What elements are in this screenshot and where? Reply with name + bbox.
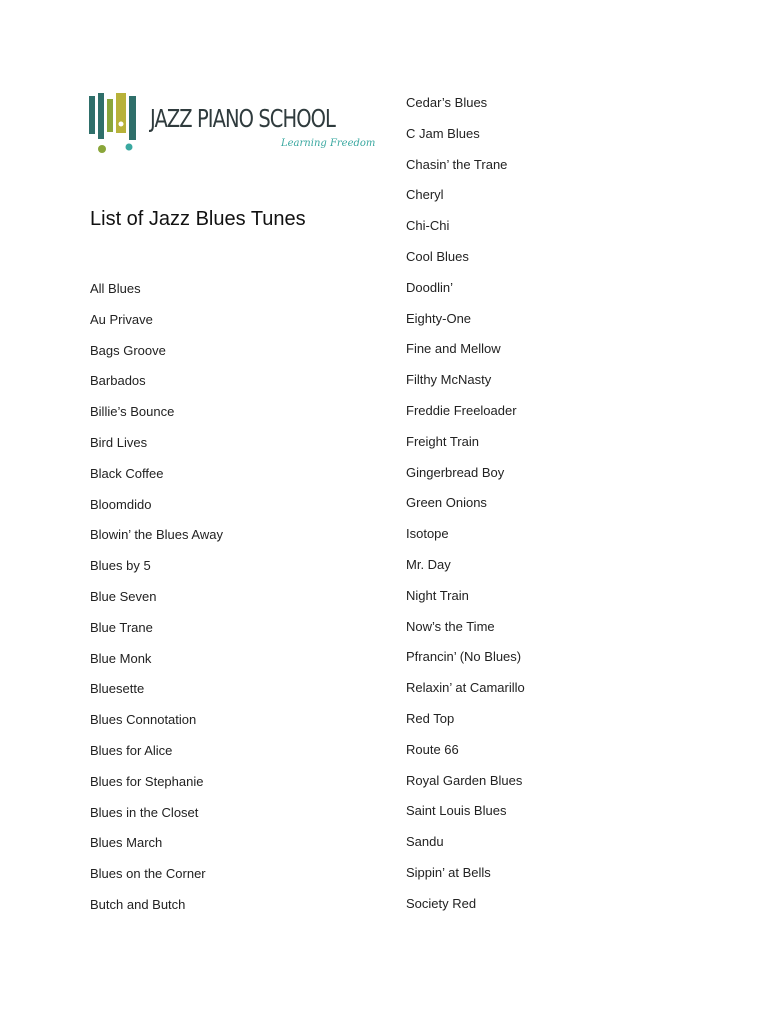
tune-item: C Jam Blues — [406, 125, 480, 141]
tune-item: Mr. Day — [406, 556, 451, 572]
tune-item: Blowin’ the Blues Away — [90, 527, 223, 543]
tune-item: Barbados — [90, 373, 146, 389]
tune-item: Sandu — [406, 834, 444, 850]
tune-item: Blues in the Closet — [90, 804, 199, 820]
tune-list-right — [406, 94, 525, 926]
tune-item: Bags Groove — [90, 342, 166, 358]
tune-list-left — [90, 280, 223, 927]
tune-item: Cheryl — [406, 187, 444, 203]
tune-item: Blues for Alice — [90, 742, 173, 758]
logo-tagline: Learning Freedom — [281, 138, 376, 149]
tune-item: Fine and Mellow — [406, 341, 501, 357]
tune-item: Society Red — [406, 895, 477, 911]
tune-item: All Blues — [90, 281, 141, 296]
tune-item: Blues March — [90, 835, 163, 851]
tune-item: Green Onions — [406, 495, 487, 511]
tune-item: Sippin’ at Bells — [406, 864, 491, 880]
tune-item: Black Coffee — [90, 465, 164, 481]
tune-item: Bird Lives — [90, 434, 148, 450]
tune-item: Now’s the Time — [406, 618, 495, 634]
tune-item: Chasin’ the Trane — [406, 156, 508, 172]
tune-item: Bloomdido — [90, 496, 152, 512]
tune-item: Blue Seven — [90, 588, 157, 604]
tune-item: Doodlin’ — [406, 279, 453, 295]
tune-item: Saint Louis Blues — [406, 803, 507, 819]
piano-keys-logo-icon — [89, 93, 149, 155]
tune-item: Freddie Freeloader — [406, 402, 517, 418]
tune-item: Isotope — [406, 526, 449, 542]
tune-item: Blues by 5 — [90, 558, 151, 574]
tune-item: Billie’s Bounce — [90, 404, 175, 420]
tune-item: Eighty-One — [406, 310, 472, 326]
logo-name: JAZZ PIANO SCHOOL — [150, 104, 335, 133]
tune-item: Blue Trane — [90, 619, 153, 635]
tune-item: Route 66 — [406, 741, 459, 757]
tune-item: Blues for Stephanie — [90, 773, 204, 789]
tune-item: Chi-Chi — [406, 218, 450, 234]
tune-item: Freight Train — [406, 433, 479, 449]
tune-item: Royal Garden Blues — [406, 772, 523, 788]
tune-item: Gingerbread Boy — [406, 464, 505, 480]
tune-item: Butch and Butch — [90, 896, 186, 912]
tune-item: Pfrancin’ (No Blues) — [406, 649, 522, 665]
tune-item: Relaxin’ at Camarillo — [406, 680, 525, 696]
tune-item: Blue Monk — [90, 650, 152, 666]
tune-item: Au Privave — [90, 311, 153, 327]
page-title: List of Jazz Blues Tunes — [90, 208, 306, 230]
tune-item: Bluesette — [90, 681, 145, 697]
tune-item: Red Top — [406, 710, 455, 726]
jazz-piano-school-logo — [89, 93, 376, 155]
tune-item: Filthy McNasty — [406, 372, 492, 388]
tune-item: Cool Blues — [406, 248, 469, 264]
tune-item: Cedar’s Blues — [406, 95, 488, 110]
tune-item: Blues on the Corner — [90, 866, 206, 882]
tune-item: Blues Connotation — [90, 712, 197, 728]
tune-item: Night Train — [406, 587, 469, 603]
